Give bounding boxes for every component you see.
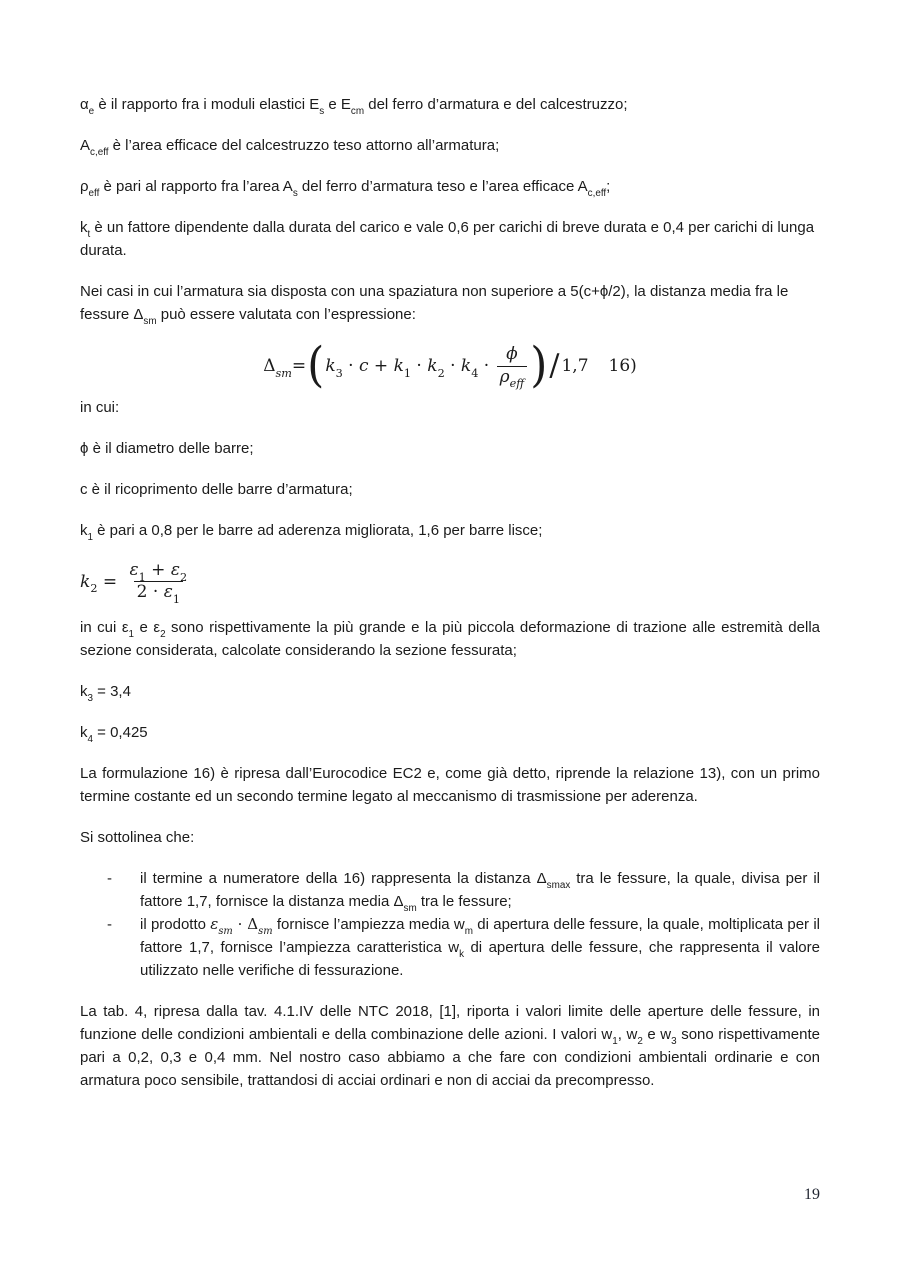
bullet-marker: -	[107, 915, 112, 933]
paragraph-alpha-e: $\alpha_e$ è il rapporto fra i moduli elastici $E_s$ e $E_{cm}$ del ferro d’armatura e del calcestruzzo;	[80, 96, 628, 118]
formula-k2-lhs: $k_2$ =	[80, 571, 123, 596]
fraction-numerator: $\varepsilon_1 + \varepsilon_2$	[129, 560, 188, 584]
page-content	[80, 93, 820, 1110]
formula-16-divisor: 1,7	[561, 355, 589, 376]
division-slash: /	[549, 348, 560, 383]
paragraph-nei-casi: Nei casi in cui l’armatura sia disposta con una spaziatura non superiore a 5(c+ϕ/2), la distanza media fra le fessure $\Delta_{sm}$ può essere valutata con l’espressione:	[80, 283, 789, 328]
formula-16-terms: $k_3 \cdot c + k_1 \cdot k_2 \cdot k_4$ ·	[325, 355, 495, 380]
paragraph-k3: $k_3 = 3,4$	[80, 682, 131, 704]
formula-k2	[80, 560, 820, 604]
fraction-denominator: $2 \cdot \varepsilon_1$	[134, 581, 183, 603]
bullet-text: il prodotto $\varepsilon_{sm} \cdot \Delta_{sm}$ fornisce l’ampiezza media $w_m$ di apertura delle fessure, la quale, moltiplicata per il fattore 1,7, fornisce l’ampiezza caratteristica $w_k$ di apertura delle fessure, che rappresenta il valore utilizzato nelle verifiche di fessurazione.	[140, 914, 820, 979]
paragraph-k4: $k_4 = 0,425$	[80, 723, 148, 745]
paragraph-ac-eff: $A_{c,eff}$ è l’area efficace del calcestruzzo teso attorno all’armatura;	[80, 137, 500, 159]
paragraph-formulazione: La formulazione 16) è ripresa dall’Eurocodice EC2 e, come già detto, riprende la relazione 13), con un primo termine costante ed un secondo termine legato al meccanismo di trasmissione per aderenza.	[80, 764, 820, 805]
formula-16-lhs: $\Delta_{sm}=$	[263, 355, 307, 380]
fraction-phi-over-rhoeff	[497, 344, 528, 391]
fraction-numerator: ϕ	[506, 344, 518, 365]
open-paren: (	[307, 337, 325, 393]
bullet-marker: -	[107, 869, 112, 887]
bullet-text: il termine a numeratore della 16) rappresenta la distanza $\Delta_{smax}$ tra le fessure, la quale, divisa per il fattore 1,7, fornisce la distanza media $\Delta_{sm}$ tra le fessure;	[140, 869, 820, 914]
equation-number: 16)	[608, 355, 637, 376]
paragraph-in-cui: in cui:	[80, 399, 120, 416]
bullet-item	[80, 867, 820, 913]
fraction-denominator: $\rho_{eff}$	[497, 366, 528, 388]
formula-16	[80, 337, 820, 393]
paragraph-rho-eff: $\rho_{eff}$ è pari al rapporto fra l’area $A_s$ del ferro d’armatura teso e l’area efficace $A_{c,eff}$;	[80, 178, 611, 200]
paragraph-tab4: La tab. 4, ripresa dalla tav. 4.1.IV delle NTC 2018, [1], riporta i valori limite delle aperture delle fessure, in funzione delle condizioni ambientali e della combinazione delle azioni. I valori $w_1$, $w_2$ e $w_3$ sono rispettivamente pari a 0,2, 0,3 e 0,4 mm. Nel nostro caso abbiamo a che fare con condizioni ambientali ordinarie e con armatura poco sensibile, trattandosi di acciai ordinari e non di acciai da precompresso.	[80, 1002, 821, 1089]
paragraph-c: c è il ricoprimento delle barre d’armatura;	[80, 481, 353, 498]
paragraph-sottolinea: Si sottolinea che:	[80, 828, 195, 846]
paragraph-epsilon: in cui $\varepsilon_1$ e $\varepsilon_2$ sono rispettivamente la più grande e la più piccola deformazione di trazione alle estremità della sezione considerata, calcolate considerando la sezione fessurata;	[80, 618, 820, 659]
paragraph-k1: $k_1$ è pari a 0,8 per le barre ad aderenza migliorata, 1,6 per barre lisce;	[80, 522, 543, 544]
bullet-item	[80, 913, 820, 982]
close-paren: )	[530, 337, 548, 393]
page-number: 19	[804, 1186, 820, 1203]
bullet-list	[80, 867, 820, 982]
fraction-eps	[125, 560, 193, 604]
paragraph-phi: ϕ è il diametro delle barre;	[80, 440, 254, 457]
paragraph-kt: $k_t$ è un fattore dipendente dalla durata del carico e vale 0,6 per carichi di breve durata e 0,4 per carichi di lunga durata.	[80, 219, 815, 259]
